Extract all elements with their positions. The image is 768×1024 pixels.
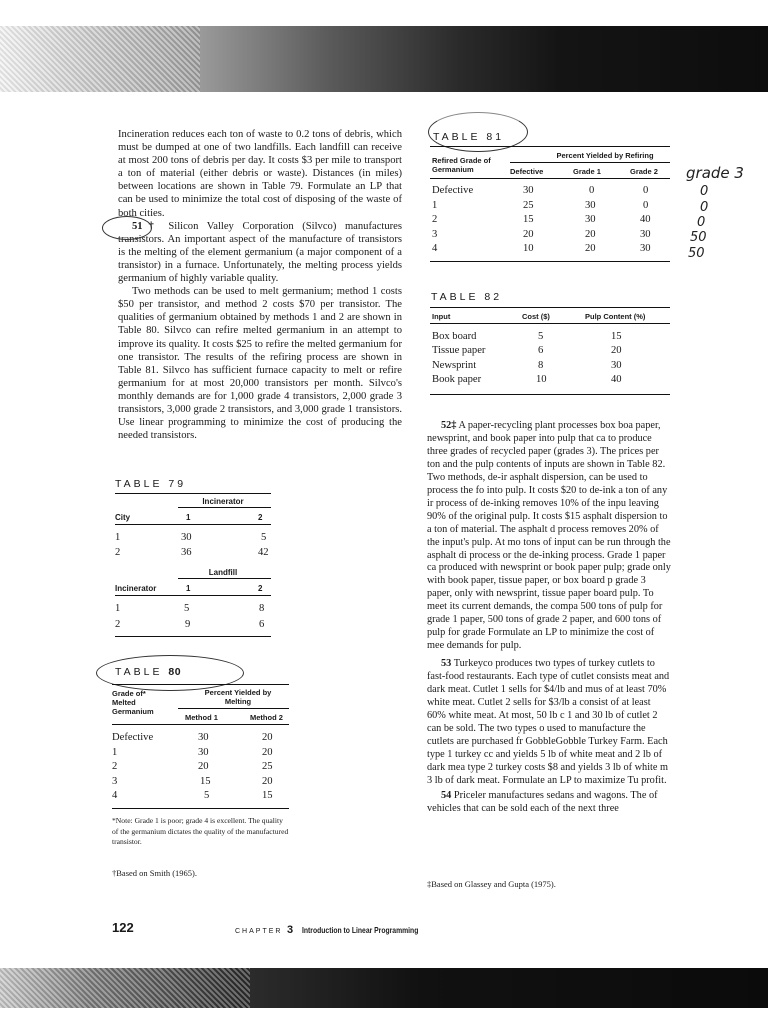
chapter-title: Introduction to Linear Programming [301,925,418,935]
table80-row [112,789,289,804]
bottom-scan-band [0,968,768,1008]
table81-row-label: 1 [432,199,438,211]
table79-row2-label: 2 [115,547,121,558]
table80-row [112,775,289,790]
table79-col1-1: 1 [186,513,191,522]
table81-row-label: 2 [432,214,438,225]
problem-52 [427,420,671,653]
table79-row4-v1: 9 [185,619,191,630]
table81-cell: 30 [640,243,651,254]
table79-col2-1: 1 [186,584,191,593]
paragraph-incineration: Incineration reduces each ton of waste to 0.2 tons of debris, which must be dumped at one of two landfills. Each landfill can receive at most 200 tons of debris per day. It costs $3 per mile to transport a ton of material (either debris or waste). Distances (in miles) between locations are shown in Table 79. Formulate an LP that can be used to minimize the total cost of disposing of the waste of both cities. [118,129,402,219]
table80-top-rule [112,684,289,685]
table80-caption [115,666,181,678]
table81-row-label: Defective [432,185,474,196]
table82-header-rule [430,323,670,324]
table79-group2-rule [178,578,271,579]
table81-cell: 0 [589,185,595,196]
table81-cell: 25 [523,199,534,211]
handwritten-circle-51 [102,216,152,240]
table80-row-label: Defective [112,732,154,743]
table79-row3-label: 1 [115,603,121,614]
table81-cell: 0 [643,199,649,211]
table82-col-pulp: Pulp Content (%) [585,312,646,321]
table80-caption-word: TABLE [115,666,163,678]
table81-row-label: 4 [432,243,438,254]
table81-row-label: 3 [432,228,438,240]
page-number: 122 [112,920,134,935]
table82-col-cost: Cost ($) [522,312,550,321]
table80-cell: 20 [262,746,273,758]
table81-cell: 20 [585,243,596,254]
table79-row2-v2: 42 [258,547,269,558]
table81-row [432,228,670,243]
table82-cell: 30 [611,359,622,371]
table80-cell: 20 [262,732,273,743]
table82-col-input: Input [432,312,451,321]
table80-rows [112,731,289,804]
table81-col-grade2: Grade 2 [630,167,658,176]
table79-row2-v1: 36 [181,547,192,558]
table81-cell: 15 [523,214,534,225]
table79-row3-v2: 8 [259,603,265,614]
table81-cell: 30 [585,199,596,211]
table82-cell: 10 [536,373,547,385]
table81-cell: 30 [585,214,596,225]
table81-top-rule [430,146,670,147]
table81-caption: TABLE 81 [433,131,505,143]
table81-row [432,213,670,228]
table79-caption: TABLE 79 [115,478,187,490]
table80-row [112,760,289,775]
table82-row [432,344,670,358]
table81-cell: 20 [523,228,534,240]
problem-54-text: Priceler manufactures sedans and wagons. The of vehicles that can be sold each of the next three [427,789,658,814]
handwritten-grade3-header: grade 3 [686,164,744,182]
table79-header-rule1 [115,524,271,525]
problem-53-text: Turkeyco produces two types of turkey cutlets to fast-food restaurants. Each type of cutlet consists meat and dark meat. Cutlet 1 sells for $4/lb and mus of at least 70% white meat. Cutlet 2 sells for $3/lb a consist of at least 60% white meat. At most, 50 lb c 1 and 30 lb of cutlet 2 can be sold. The two types o used to manufacture the cutlets are purchased fr GobbleGobble Turkey Farm. Each type 1 turkey cc and yields 5 lb of white meat and 2 lb of dark mea type 2 turkey costs $8 and yields 3 lb of white m 3 lb of dark meat. Formulate an LP to maximize Tu profit. [427,658,670,786]
table82-row-label: Box board [432,331,477,342]
table79-top-rule [115,493,271,494]
table80-cell: 20 [262,775,273,787]
table80-cell: 5 [204,790,210,801]
handwritten-value: 0 [700,184,709,199]
table82-cell: 8 [538,359,544,371]
table80-group-rule [178,708,289,709]
table80-cell: 20 [198,761,209,772]
problem-53-number: 53 [441,658,452,670]
table80-cell: 15 [200,775,211,787]
table82-bottom-rule [430,394,670,395]
table81-col-grade1: Grade 1 [573,167,601,176]
handwritten-value: 0 [697,215,706,230]
table79-header-rule2 [115,595,271,596]
table81-cell: 0 [643,185,649,196]
table81-row [432,184,670,199]
right-column-text [427,420,671,816]
table80-col-method1: Method 1 [185,713,218,722]
table80-caption-number: 80 [168,666,182,678]
top-scan-band [0,0,768,92]
table79-row4-label: 2 [115,619,121,630]
paragraph-methods: Two methods can be used to melt germanium; method 1 costs $50 per transistor, and method 2 costs $70 per transistor. The qualities of germanium obtained by methods 1 and 2 are shown in Table 80. Silvco can refire melted germanium in an attempt to improve its quality. It costs $25 to refire the melted germanium for one transistor. The results of the refiring process are shown in Table 81. Silvco has sufficient furnace capacity to melt or refire germanium for at most 20,000 transistors per month. Silvco's monthly demands are for 1,000 grade 4 transistors, 2,000 grade 3 transistors, 3,000 grade 2 transistors, and 3,000 grade 1 transistors. Use linear programming to minimize the cost of producing the needed transistors. [118,286,402,442]
left-column-text [118,128,402,442]
table82-cell: 15 [611,331,622,342]
table80-bottom-rule [112,808,289,809]
table80-row-label: 2 [112,761,118,772]
table80-row-label: 1 [112,746,118,758]
table80-cell: 30 [198,746,209,758]
running-head [235,924,447,936]
handwritten-value: 50 [690,230,707,245]
table79-row1-v1: 30 [181,532,192,543]
table81-row [432,242,670,257]
table81-stub-header: Refired Grade of Germanium [432,156,491,174]
problem-52-number: 52‡ [441,420,457,431]
table82-row-label: Book paper [432,373,482,385]
problem-51-text: Silicon Valley Corporation (Silvco) manufactures transistors. An important aspect of the manufacture of transistors is the melting of the element germanium (a major component of a transistor) in a furnace. Unfortunately, the melting process yields germanium of highly variable quality. [118,220,403,285]
table80-row [112,731,289,746]
table81-cell: 20 [585,228,596,240]
handwritten-value: 50 [688,246,705,261]
table79-group1-rule [178,507,271,508]
problem-54 [427,790,671,816]
table79-row1-label: 1 [115,532,121,543]
table81-bottom-rule [430,261,670,262]
table80-col-method2: Method 2 [250,713,283,722]
problem-51-number: 51† [132,220,160,232]
table82-row [432,373,670,387]
table80-note: *Note: Grade 1 is poor; grade 4 is excellent. The quality of the germanium dictates the quality of the manufactured transistor. [112,816,289,846]
table79-row1-v2: 5 [261,532,267,543]
table82-top-rule [430,307,670,308]
table82-cell: 6 [538,345,544,357]
table79-stub1: City [115,513,131,522]
problem-54-number: 54 [441,789,452,801]
table82-row [432,359,670,373]
table79-group2-header: Landfill [208,568,238,577]
table81-group-rule [510,162,670,163]
table80-stub-header: Grade of* Melted Germanium [112,689,154,716]
table79-col2-2: 2 [258,584,263,593]
table81-group-header: Percent Yielded by Refiring [556,151,654,160]
table82-rows [432,330,670,387]
table82-row [432,330,670,344]
table81-cell: 40 [640,214,651,225]
table82-cell: 20 [611,345,622,357]
problem-52-text: A paper-recycling plant processes box boa paper, newsprint, and book paper into pulp that ca to produce three grades of recycled paper (grades 3). The prices per ton and the pulp contents of inputs are shown in Table 82. Two methods, de-ir asphalt dispersion, can be used to process the fo into pulp. It costs $20 to de-ink a ton of any ir process of de-inking removes 10% of the inpu leaving 90% of the original pulp. It costs $15 asphalt dispersion to a ton of material. The asphalt d process removes 20% of the input's pulp. At mo tons of input can be run through the asphalt di process or the de-inking process. Grade 1 paper ca produced with newsprint or book paper pulp; grade only with book paper, tissue paper, or box board p grade 3 paper, only with newsprint, tissue paper board pulp. To meet its current demands, the compa 500 tons of pulp for grade 1 paper, 500 tons of grade 2 paper, and 600 tons of pulp for grade Formulate an LP to minimize the cost of mee demands for pulp. [427,420,671,652]
table81-row [432,199,670,214]
table82-row-label: Newsprint [432,359,477,371]
table81-cell: 30 [640,228,651,240]
footnote-right: ‡Based on Glassey and Gupta (1975). [427,879,556,889]
table82-cell: 5 [538,331,544,342]
table81-cell: 30 [523,185,534,196]
table81-header-rule [430,178,670,179]
footnote-left: †Based on Smith (1965). [112,868,197,878]
chapter-word: CHAPTER [235,928,283,935]
table80-cell: 15 [262,790,273,801]
table82-caption: TABLE 82 [431,291,503,303]
table79-row3-v1: 5 [184,603,190,614]
table80-row-label: 3 [112,775,118,787]
table80-row [112,746,289,761]
table82-row-label: Tissue paper [432,345,486,357]
table80-row-label: 4 [112,790,118,801]
table81-cell: 10 [523,243,534,254]
problem-51 [118,220,402,285]
chapter-number: 3 [286,924,294,936]
table81-rows [432,184,670,257]
table80-cell: 25 [262,761,273,772]
handwritten-value: 0 [700,200,709,215]
table80-cell: 30 [198,732,209,743]
problem-53 [427,658,671,788]
table79-stub2: Incinerator [115,584,157,593]
table79-col1-2: 2 [258,513,263,522]
table79-row4-v2: 6 [259,619,265,630]
table82-cell: 40 [611,373,622,385]
table79-bottom-rule [115,636,271,637]
table80-group-header: Percent Yielded by Melting [204,688,272,706]
table80-header-rule [112,724,289,725]
table81-col-defective: Defective [510,167,544,176]
table79-group1-header: Incinerator [202,497,244,506]
